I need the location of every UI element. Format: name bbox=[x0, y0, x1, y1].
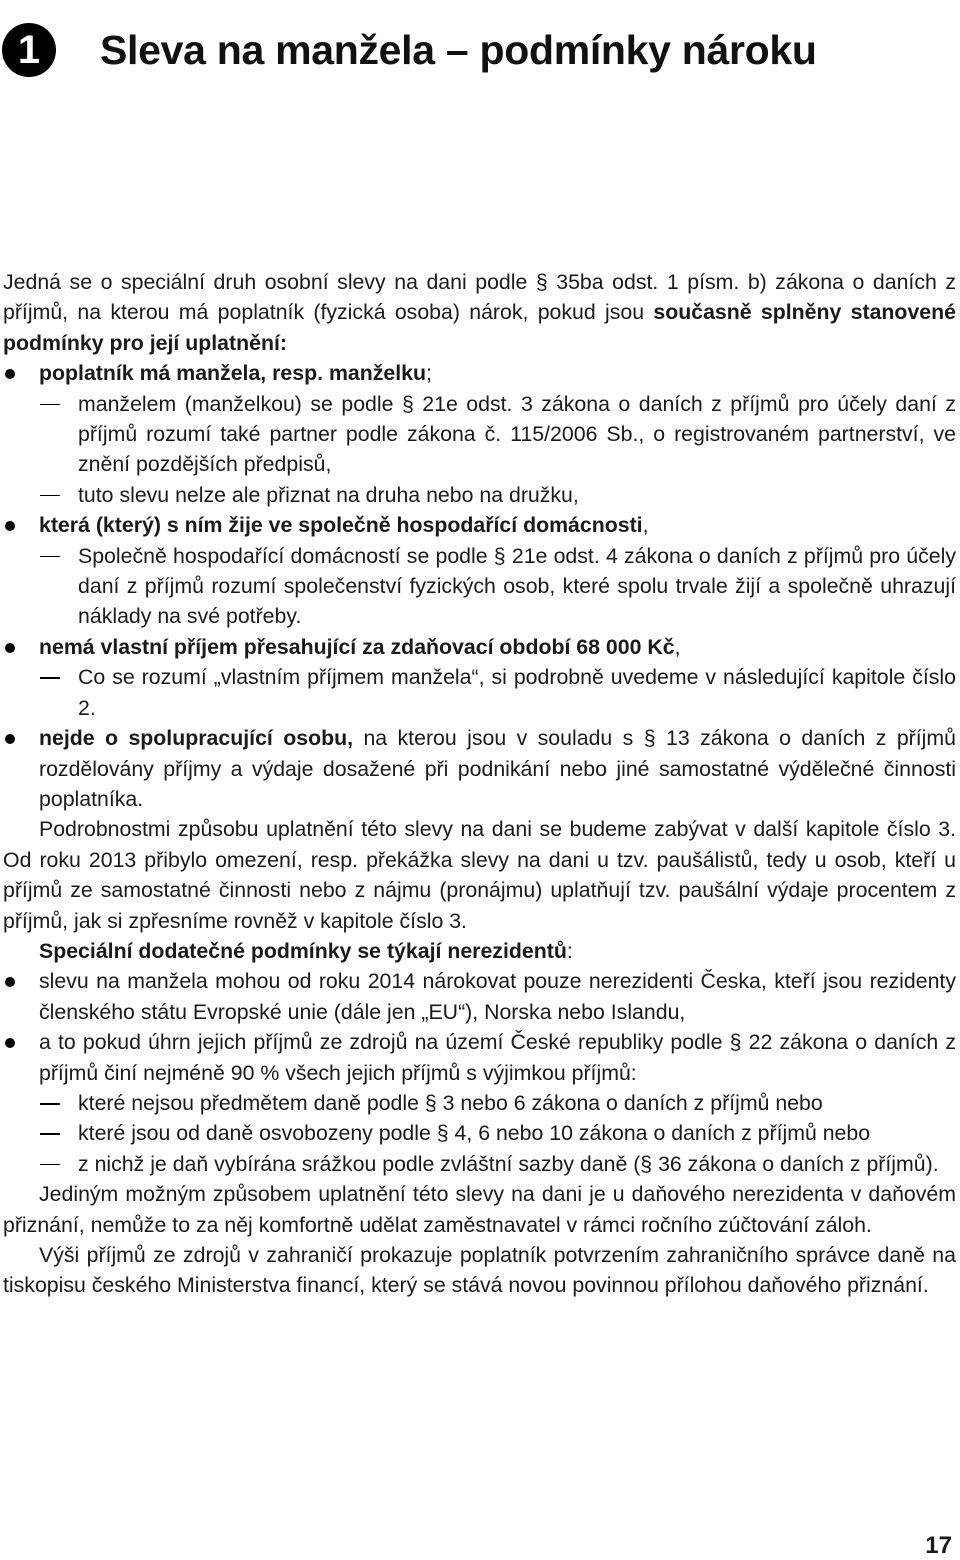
bullet-household-tail: , bbox=[642, 513, 649, 538]
bullet-spouse-tail: ; bbox=[426, 361, 432, 386]
tax-return-paragraph: Jediným možným způsobem uplatnění této slevy na dani je u daňového nerezidenta v daňovém přiznání, nemůže to za něj komfortně udělat zaměstnavatel v rámci ročního zúčtování záloh. bbox=[3, 1182, 956, 1237]
intro-paragraph bbox=[3, 267, 956, 358]
details-paragraph: Podrobnostmi způsobu uplatnění této slevy na dani se budeme zabývat v další kapitole číslo 3. Od roku 2013 přibylo omezení, resp. překážka slevy na dani u tzv. paušálistů, tedy u osob, kteří u příjmů ze samostatné činnosti nebo z nájmu (pronájmu) uplatňují tzv. paušální výdaje procentem z příjmů, jak si zpřesníme rovněž v kapitole číslo 3. bbox=[3, 817, 956, 933]
proof-paragraph: Výši příjmů ze zdrojů v zahraničí prokazuje poplatník potvrzením zahraničního správce daně na tiskopisu českého Ministerstva financí, který se stává novou povinnou přílohou daňového přiznání. bbox=[3, 1243, 956, 1298]
special-conditions-bold: Speciální dodatečné podmínky se týkají nerezidentů bbox=[39, 938, 567, 963]
bullet-household bbox=[3, 510, 956, 540]
bullet-income-bold: nemá vlastní příjem přesahující za zdaňovací období 68 000 Kč bbox=[39, 634, 675, 659]
special-conditions-tail: : bbox=[566, 938, 573, 963]
bullet-cooperating bbox=[3, 723, 956, 814]
bullet-spouse-bold: poplatník má manžela, resp. manželku bbox=[39, 361, 427, 386]
bullet-household-bold: která (který) s ním žije ve společně hospodařící domácnosti bbox=[39, 513, 643, 538]
dash-household-definition: Společně hospodařící domácností se podle § 21e odst. 4 zákona o daních z příjmů pro účely daní z příjmů rozumí společenství fyzických osob, které spolu trvale žijí a společně uhrazují náklady na své potřeby. bbox=[3, 541, 956, 632]
dash-nonresident-3: z nichž je daň vybírána srážkou podle zvláštní sazby daně (§ 36 zákona o daních z příjmů). bbox=[3, 1149, 956, 1179]
chapter-header bbox=[2, 20, 817, 80]
bullet-income-tail: , bbox=[674, 634, 681, 659]
dash-spouse-definition: manželem (manželkou) se podle § 21e odst. 3 zákona o daních z příjmů pro účely daní z příjmů rozumí také partner podle zákona č. 115/2006 Sb., o registrovaném partnerství, ve znění pozdějších předpisů, bbox=[3, 389, 956, 480]
document-body bbox=[3, 267, 956, 1301]
page-number: 17 bbox=[925, 1532, 952, 1559]
bullet-spouse bbox=[3, 358, 956, 388]
bullet-income bbox=[3, 632, 956, 662]
bullet-nonresident-income: a to pokud úhrn jejich příjmů ze zdrojů na území České republiky podle § 22 zákona o daních z příjmů činí nejméně 90 % všech jejich příjmů s výjimkou příjmů: bbox=[3, 1027, 956, 1088]
dash-partner-exclusion: tuto slevu nelze ale přiznat na druha nebo na družku, bbox=[3, 480, 956, 510]
special-conditions-heading bbox=[3, 936, 956, 966]
bullet-cooperating-bold: nejde o spolupracující osobu, bbox=[39, 726, 354, 751]
dash-income-note: Co se rozumí „vlastním příjmem manžela“, si podrobně uvedeme v následující kapitole číslo 2. bbox=[3, 662, 956, 723]
dash-nonresident-1: které nejsou předmětem daně podle § 3 nebo 6 zákona o daních z příjmů nebo bbox=[3, 1088, 956, 1118]
chapter-title: Sleva na manžela – podmínky nároku bbox=[100, 26, 817, 73]
dash-nonresident-2: které jsou od daně osvobozeny podle § 4, 6 nebo 10 zákona o daních z příjmů nebo bbox=[3, 1118, 956, 1148]
bullet-cooperating-tail: na kterou jsou v souladu s § 13 zákona o daních z příjmů rozdělovány příjmy a výdaje dosažené při podnikání nebo jiné samostatné výdělečné činnosti poplatníka. bbox=[39, 726, 956, 811]
chapter-number-badge: 1 bbox=[2, 23, 56, 77]
bullet-nonresident-eu: slevu na manžela mohou od roku 2014 nárokovat pouze nerezidenti Česka, kteří jsou rezidenty členského státu Evropské unie (dále jen „EU“), Norska nebo Islandu, bbox=[3, 966, 956, 1027]
intro-text: Jedná se o speciální druh osobní slevy na dani podle § 35ba odst. 1 písm. b) zákona o daních z příjmů, na kterou má poplatník (fyzická osoba) nárok, pokud jsou bbox=[3, 270, 956, 325]
intro-bold: současně splněny stanovené podmínky pro její uplatnění: bbox=[3, 300, 956, 355]
